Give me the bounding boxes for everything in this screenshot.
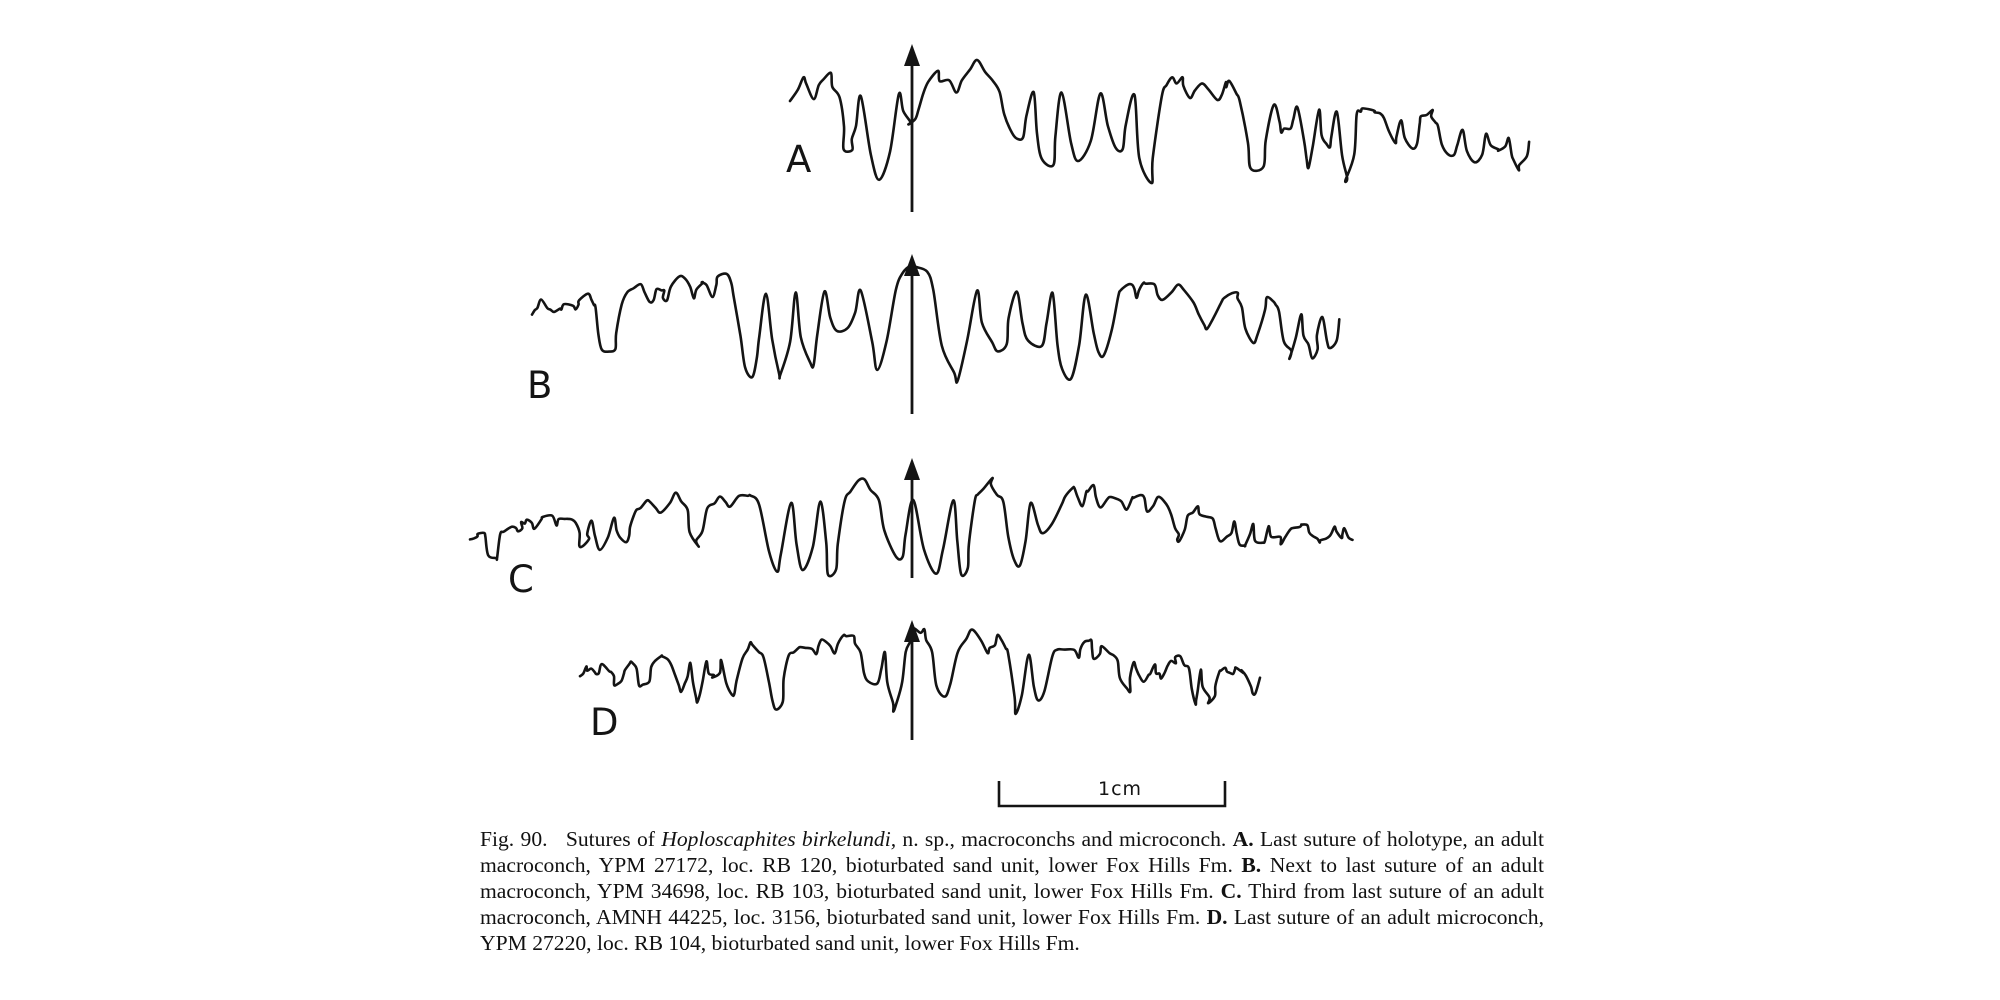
panel-label-d: D [590, 701, 619, 744]
arrowhead-c [904, 458, 920, 480]
caption-figure-number: Fig. 90. [480, 827, 548, 851]
caption-text-d: Last suture of an adult microconch, YPM 27220, loc. RB 104, bioturbated sand unit, lower Fox Hills Fm. [480, 905, 1545, 955]
panel-label-a: A [786, 138, 812, 181]
caption-text-c: Third from last suture of an adult macroconch, AMNH 44225, loc. 3156, bioturbated sand unit, lower Fox Hills Fm. [480, 879, 1544, 929]
arrowhead-a [904, 44, 920, 66]
suture-line-a [790, 60, 1529, 183]
caption-label-d: D. [1206, 905, 1228, 929]
panel-c [470, 458, 1353, 601]
caption-label-b: B. [1241, 853, 1262, 877]
caption-text-b: Next to last suture of an adult macroconch, YPM 34698, loc. RB 103, bioturbated sand unit, lower Fox Hills Fm. [480, 853, 1544, 903]
panel-label-b: B [527, 364, 553, 407]
panel-d [580, 620, 1260, 744]
panel-a [786, 44, 1529, 212]
suture-line-d [580, 628, 1260, 714]
caption-intro-after: n. sp., macroconchs and microconch. [902, 827, 1227, 851]
caption-label-a: A. [1232, 827, 1254, 851]
arrowhead-b [904, 254, 920, 276]
figure-caption [480, 826, 1544, 956]
panel-b [527, 254, 1339, 414]
caption-text-a: Last suture of holotype, an adult macroconch, YPM 27172, loc. RB 120, bioturbated sand unit, lower Fox Hills Fm. [480, 827, 1544, 877]
panel-label-c: C [508, 558, 534, 601]
scale-bar [999, 778, 1225, 806]
caption-species-name: Hoploscaphites birkelundi, [661, 827, 897, 851]
caption-label-c: C. [1220, 879, 1242, 903]
caption-intro-before: Sutures of [565, 827, 655, 851]
scale-bar-label: 1cm [1098, 778, 1143, 800]
suture-line-b [532, 265, 1339, 382]
